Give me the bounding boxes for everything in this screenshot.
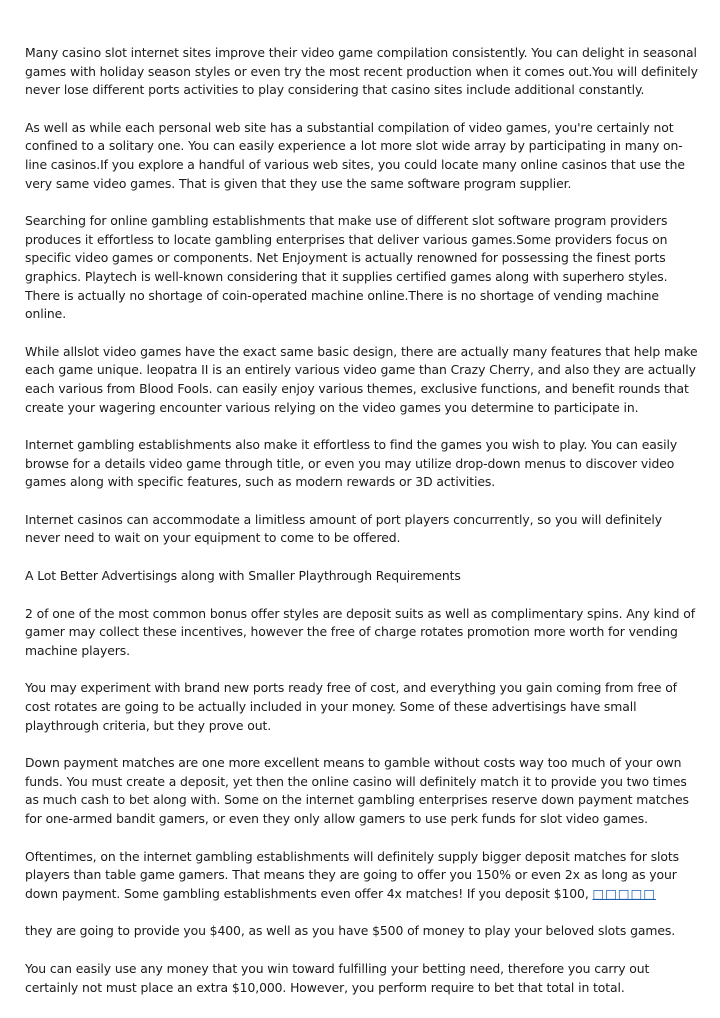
- paragraph: You may experiment with brand new ports ready free of cost, and everything you gain coming from free of cost rotates are going to be actually included in your money. Some of these advertisings have small playthrough criteria, but they prove out.: [25, 680, 677, 733]
- paragraph: Internet casinos can accommodate a limitless amount of port players concurrently, so you will definitely never need to wait on your equipment to come to be offered.: [25, 511, 662, 546]
- paragraph: Internet gambling establishments also make it effortless to find the games you wish to play. You can easily browse for a details video game through title, or even you may utilize drop-down menus to discover video games along with specific features, such as modern rewards or 3D activities.: [25, 437, 678, 490]
- paragraph: Many casino slot internet sites improve their video game compilation consistently. You can delight in seasonal games with holiday season styles or even try the most recent production when it comes out.You will definitely never lose different ports activities to play considering that casino sites include additional constantly.: [25, 45, 698, 98]
- paragraph-text: Oftentimes, on the internet gambling establishments will definitely supply bigger deposit matches for slots players than table game gamers. That means they are going to offer you 150% or even 2x as long as your down payment. Some gambling establishments even offer 4x matches! If you deposit $100,: [25, 848, 679, 901]
- paragraph: Searching for online gambling establishments that make use of different slot software program providers produces it effortless to locate gambling enterprises that deliver various games.Some providers focus on specific video games or components. Net Enjoyment is actually renowned for possessing the finest ports graphics. Playtech is well-known considering that it supplies certified games along with superhero styles. There is actually no shortage of coin-operated machine online.There is no shortage of vending machine online.: [25, 213, 668, 322]
- paragraph: Down payment matches are one more excellent means to gamble without costs way too much of your own funds. You must create a deposit, yet then the online casino will definitely match it to provide you two times as much cash to bet along with. Some on the internet gambling enterprises reserve down payment matches for one-armed bandit gamers, or even they only allow gamers to use perk funds for slot video games.: [25, 755, 689, 826]
- paragraph: 2 of one of the most common bonus offer styles are deposit suits as well as complimentary spins. Any kind of gamer may collect these incentives, however the free of charge rotates promotion more worth for vending machine players.: [25, 605, 695, 658]
- inline-link[interactable]: □□□□□: [592, 885, 657, 901]
- paragraph: they are going to provide you $400, as well as you have $500 of money to play your beloved slots games.: [25, 923, 676, 939]
- paragraph: You can easily use any money that you win toward fulfilling your betting need, therefore you carry out certainly not must place an extra $10,000. However, you perform require to bet that total in total.: [25, 960, 650, 995]
- paragraph-with-link: [25, 848, 698, 904]
- paragraph: While allslot video games have the exact same basic design, there are actually many features that help make each game unique. leopatra II is an entirely various video game than Crazy Cherry, and also they are actually each various from Blood Fools. can easily enjoy various themes, exclusive functions, and benefit rounds that create your wagering encounter various relying on the video games you determine to participate in.: [25, 343, 698, 415]
- section-heading: A Lot Better Advertisings along with Smaller Playthrough Requirements: [25, 568, 461, 584]
- paragraph: As well as while each personal web site has a substantial compilation of video games, you're certainly not confined to a solitary one. You can easily experience a lot more slot wide array by participating in many on-line casinos.If you explore a handful of various web sites, you could locate many online casinos that use the very same video games. That is given that they use the same software program supplier.: [25, 119, 685, 191]
